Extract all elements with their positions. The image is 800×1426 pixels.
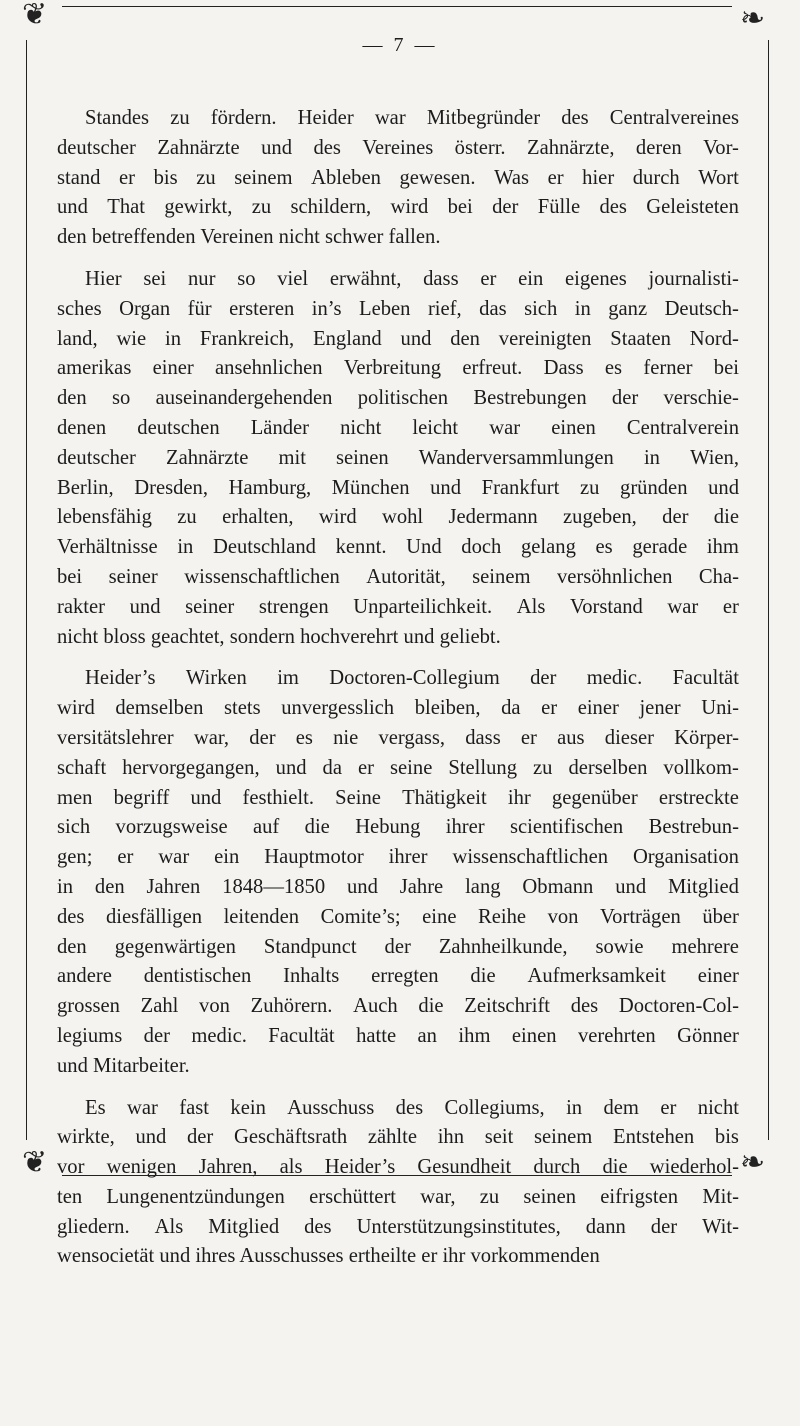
text-line: sich vorzugsweise auf die Hebung ihrer scientifischen Bestrebun- <box>57 816 739 839</box>
text-line: gliedern. Als Mitglied des Unterstützungsinstitutes, dann der Wit- <box>57 1215 739 1238</box>
text-line: Heider’s Wirken im Doctoren-Collegium der medic. Facultät <box>85 667 739 690</box>
text-line: gen; er war ein Hauptmotor ihrer wissenschaftlichen Organisation <box>57 846 739 869</box>
corner-ornament-bottom-left-icon: ❦ <box>22 1145 48 1180</box>
text-line: wensocietät und ihres Ausschusses ertheilte er ihr vorkommenden <box>57 1245 600 1268</box>
paragraph-gap <box>57 253 739 265</box>
text-line: Es war fast kein Ausschuss des Collegiums, in dem er nicht <box>85 1096 739 1119</box>
text-line: land, wie in Frankreich, England und den vereinigten Staaten Nord- <box>57 327 739 350</box>
text-line: ten Lungenentzündungen erschüttert war, zu seinen eifrigsten Mit- <box>57 1185 739 1208</box>
text-line: den betreffenden Vereinen nicht schwer fallen. <box>57 226 441 249</box>
text-line: wirkte, und der Geschäftsrath zählte ihn seit seinem Entstehen bis <box>57 1126 739 1149</box>
text-line: grossen Zahl von Zuhörern. Auch die Zeitschrift des Doctoren-Col- <box>57 995 739 1018</box>
text-line: lebensfähig zu erhalten, wird wohl Jedermann zugeben, der die <box>57 506 739 529</box>
text-line: den gegenwärtigen Standpunct der Zahnheilkunde, sowie mehrere <box>57 935 739 958</box>
text-line: stand er bis zu seinem Ableben gewesen. Was er hier durch Wort <box>57 166 739 189</box>
text-line: Berlin, Dresden, Hamburg, München und Frankfurt zu gründen und <box>57 476 739 499</box>
corner-ornament-top-right-icon: ❧ <box>740 1 766 36</box>
body-text <box>57 104 739 1272</box>
paragraph <box>57 664 739 1081</box>
text-line: schaft hervorgegangen, und da er seine Stellung zu derselben vollkom- <box>57 756 739 779</box>
text-line: des diesfälligen leitenden Comite’s; eine Reihe von Vorträgen über <box>57 905 739 928</box>
text-line: deutscher Zahnärzte und des Vereines österr. Zahnärzte, deren Vor- <box>57 136 739 159</box>
text-line: und That gewirkt, zu schildern, wird bei der Fülle des Geleisteten <box>57 196 739 219</box>
text-line: und Mitarbeiter. <box>57 1054 190 1077</box>
text-line: nicht bloss geachtet, sondern hochverehrt und geliebt. <box>57 625 501 648</box>
frame-right-rule <box>768 40 769 1140</box>
paragraph <box>57 265 739 652</box>
paragraph-gap <box>57 1082 739 1094</box>
text-line: wird demselben stets unvergesslich bleiben, da er einer jener Uni- <box>57 697 739 720</box>
frame-left-rule <box>26 40 27 1140</box>
text-line: versitätslehrer war, der es nie vergass, dass er aus dieser Körper- <box>57 726 739 749</box>
text-line: rakter und seiner strengen Unparteilichkeit. Als Vorstand war er <box>57 595 739 618</box>
text-line: Hier sei nur so viel erwähnt, dass er ein eigenes journalisti- <box>85 267 739 290</box>
text-line: sches Organ für ersteren in’s Leben rief, das sich in ganz Deutsch- <box>57 297 739 320</box>
text-line: Standes zu fördern. Heider war Mitbegründer des Centralvereines <box>85 107 739 129</box>
frame-top-rule <box>62 6 732 7</box>
corner-ornament-top-left-icon: ❦ <box>22 0 48 32</box>
paragraph <box>57 104 739 253</box>
text-line: vor wenigen Jahren, als Heider’s Gesundheit durch die wiederhol- <box>57 1156 739 1179</box>
text-line: deutscher Zahnärzte mit seinen Wanderversammlungen in Wien, <box>57 446 739 469</box>
paragraph <box>57 1094 739 1273</box>
text-line: den so auseinandergehenden politischen Bestrebungen der verschie- <box>57 387 739 410</box>
text-line: bei seiner wissenschaftlichen Autorität, seinem versöhnlichen Cha- <box>57 565 739 588</box>
page-number: — 7 — <box>362 34 438 56</box>
text-line: legiums der medic. Facultät hatte an ihm einen verehrten Gönner <box>57 1024 739 1047</box>
text-line: amerikas einer ansehnlichen Verbreitung erfreut. Dass es ferner bei <box>57 357 739 380</box>
text-line: andere dentistischen Inhalts erregten die Aufmerksamkeit einer <box>57 965 739 988</box>
text-line: denen deutschen Länder nicht leicht war einen Centralverein <box>57 416 739 439</box>
corner-ornament-bottom-right-icon: ❧ <box>740 1145 766 1180</box>
paragraph-gap <box>57 652 739 664</box>
text-line: men begriff und festhielt. Seine Thätigkeit ihr gegenüber erstreckte <box>57 786 739 809</box>
text-line: in den Jahren 1848—1850 und Jahre lang Obmann und Mitglied <box>57 875 739 898</box>
text-line: Verhältnisse in Deutschland kennt. Und doch gelang es gerade ihm <box>57 536 739 559</box>
